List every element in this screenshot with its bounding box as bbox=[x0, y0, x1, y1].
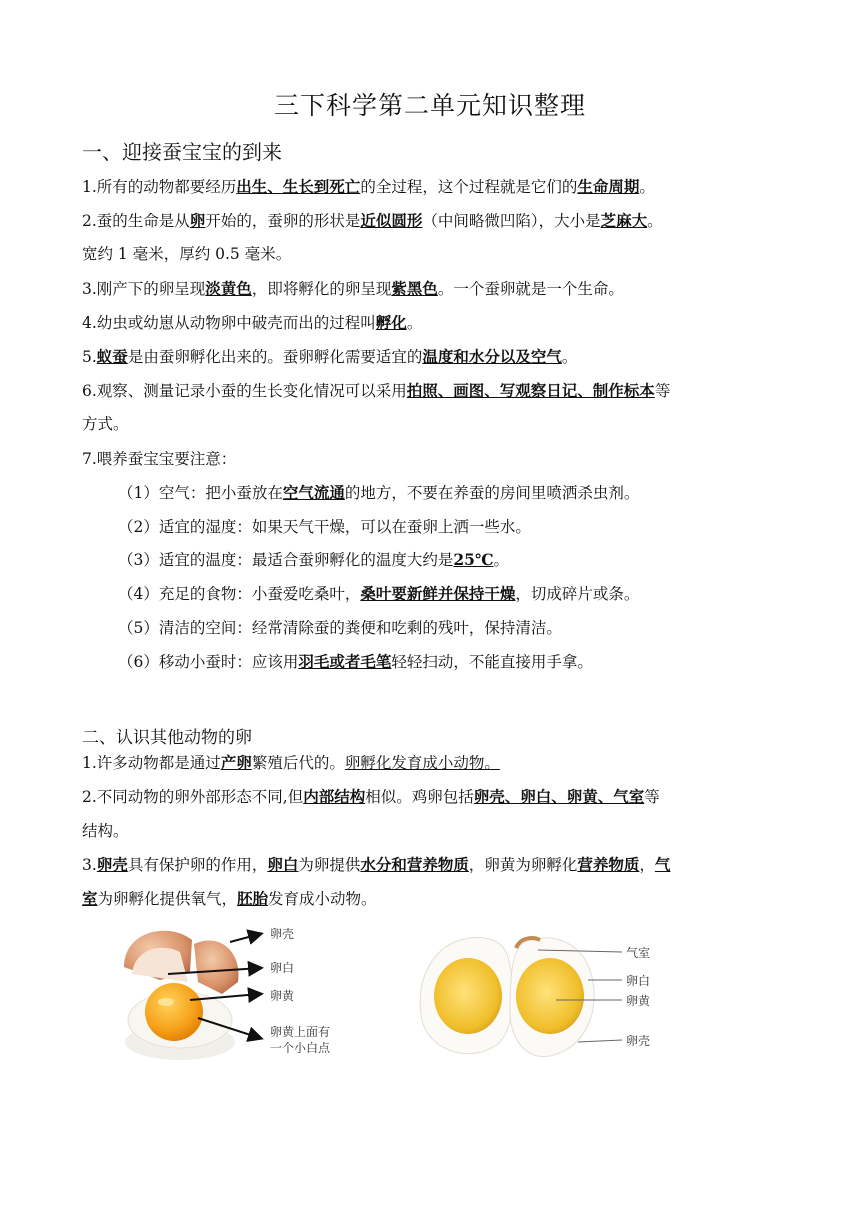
label-dot-1: 卵黄上面有 bbox=[270, 1025, 331, 1039]
yolk-highlight bbox=[158, 998, 174, 1006]
care-item-2: （2）适宜的湿度：如果天气干燥，可以在蚕卵上洒一些水。 bbox=[118, 518, 531, 536]
boiled-egg-figure bbox=[410, 930, 680, 1065]
paragraph-1-4: 4.幼虫或幼崽从动物卵中破壳而出的过程叫孵化。 bbox=[82, 313, 423, 332]
eggshell-right bbox=[194, 940, 238, 994]
care-item-6: （6）移动小蚕时：应该用羽毛或者毛笔轻轻扫动，不能直接用手拿。 bbox=[118, 652, 593, 671]
paragraph-2-2: 2.不同动物的卵外部形态不同,但内部结构相似。鸡卵包括卵壳、卵白、卵黄、气室等 bbox=[82, 787, 660, 806]
label-eggshell: 卵壳 bbox=[626, 1034, 651, 1048]
paragraph-1-2-cont: 宽约 1 毫米，厚约 0.5 毫米。 bbox=[82, 245, 292, 263]
page-title: 三下科学第二单元知识整理 bbox=[273, 91, 586, 120]
care-item-5: （5）清洁的空间：经常清除蚕的粪便和吃剩的残叶，保持清洁。 bbox=[118, 619, 562, 637]
paragraph-2-1: 1.许多动物都是通过产卵繁殖后代的。卵孵化发育成小动物。 bbox=[82, 753, 500, 772]
paragraph-1-5: 5.蚁蚕是由蚕卵孵化出来的。蚕卵孵化需要适宜的温度和水分以及空气。 bbox=[82, 347, 578, 366]
label-shell: 卵壳 bbox=[270, 927, 295, 941]
paragraph-1-3: 3.刚产下的卵呈现淡黄色，即将孵化的卵呈现紫黑色。一个蚕卵就是一个生命。 bbox=[82, 279, 624, 298]
section-heading-2: 二、认识其他动物的卵 bbox=[82, 728, 252, 748]
shell-arrow bbox=[230, 934, 260, 942]
paragraph-1-6-cont: 方式。 bbox=[82, 415, 129, 433]
label-white: 卵白 bbox=[270, 961, 295, 975]
section-heading-1: 一、迎接蚕宝宝的到来 bbox=[82, 140, 282, 164]
paragraph-1-7: 7.喂养蚕宝宝要注意： bbox=[82, 450, 237, 468]
raw-egg-figure bbox=[110, 922, 370, 1072]
left-half-yolk bbox=[434, 958, 502, 1034]
care-item-1: （1）空气：把小蚕放在空气流通的地方，不要在养蚕的房间里喷洒杀虫剂。 bbox=[118, 483, 640, 502]
care-item-3: （3）适宜的温度：最适合蚕卵孵化的温度大约是25℃。 bbox=[118, 550, 510, 569]
paragraph-1-6: 6.观察、测量记录小蚕的生长变化情况可以采用拍照、画图、写观察日记、制作标本等 bbox=[82, 381, 671, 400]
paragraph-1-1: 1.所有的动物都要经历出生、生长到死亡的全过程，这个过程就是它们的生命周期。 bbox=[82, 177, 655, 196]
egg-yolk-shape bbox=[145, 983, 203, 1041]
right-half-yolk bbox=[516, 958, 584, 1034]
label-egg-white: 卵白 bbox=[626, 974, 651, 988]
care-item-4: （4）充足的食物：小蚕爱吃桑叶，桑叶要新鲜并保持干燥，切成碎片或条。 bbox=[118, 584, 640, 603]
paragraph-2-3: 3.卵壳具有保护卵的作用，卵白为卵提供水分和营养物质，卵黄为卵孵化营养物质，气 bbox=[82, 855, 671, 874]
label-dot-2: 一个小白点 bbox=[270, 1041, 331, 1055]
label-yolk: 卵黄 bbox=[270, 989, 295, 1003]
shell-line bbox=[578, 1040, 622, 1042]
paragraph-1-2: 2.蚕的生命是从卵开始的，蚕卵的形状是近似圆形（中间略微凹陷），大小是芝麻大。 bbox=[82, 211, 663, 230]
label-air-cell: 气室 bbox=[626, 946, 651, 960]
paragraph-2-2-cont: 结构。 bbox=[82, 822, 129, 840]
paragraph-2-3-cont: 室为卵孵化提供氧气，胚胎发育成小动物。 bbox=[82, 889, 377, 908]
label-egg-yolk: 卵黄 bbox=[626, 994, 651, 1008]
